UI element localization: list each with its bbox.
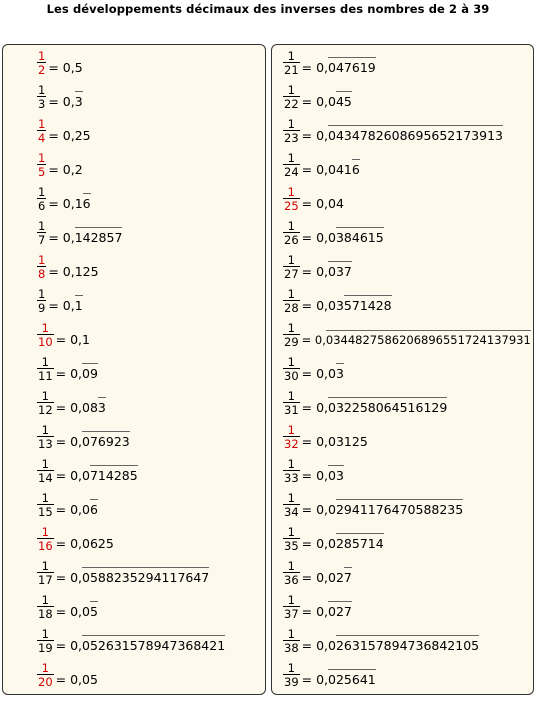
decimal-expansion	[302, 527, 384, 551]
repeating-period: 714285	[89, 468, 138, 483]
repeating-period: 263157894736842105	[335, 638, 480, 653]
fraction-numerator: 1	[287, 185, 295, 199]
fraction-numerator: 1	[38, 151, 46, 165]
reciprocal-entry	[37, 80, 83, 114]
fraction	[37, 84, 46, 110]
fraction-numerator: 1	[41, 389, 49, 403]
fraction-denominator: 19	[38, 641, 53, 655]
fraction	[283, 118, 300, 144]
fraction-denominator: 25	[284, 199, 299, 213]
decimal-expansion	[302, 289, 392, 313]
reciprocal-entry	[37, 148, 83, 182]
decimal-prefix: = 0,	[301, 468, 329, 483]
decimal-prefix: = 0,	[48, 298, 75, 313]
fraction-denominator: 27	[284, 267, 299, 281]
fraction-denominator: 26	[284, 233, 299, 247]
decimal-expansion	[56, 323, 90, 347]
decimal-expansion	[302, 425, 368, 449]
fraction-denominator: 16	[38, 539, 53, 553]
decimal-prefix: = 0,0	[55, 604, 90, 619]
decimal-expansion	[302, 221, 384, 245]
fraction-numerator: 1	[41, 457, 49, 471]
fraction-numerator: 1	[38, 253, 46, 267]
reciprocal-entry	[37, 556, 209, 590]
fraction	[37, 254, 46, 280]
reciprocal-entry	[283, 420, 368, 454]
reciprocal-entry	[37, 46, 83, 80]
decimal-expansion	[56, 561, 210, 585]
reciprocal-entry	[283, 658, 376, 692]
fraction-denominator: 20	[38, 675, 53, 689]
decimal-prefix: = 0,03125	[301, 434, 368, 449]
fraction	[283, 526, 300, 552]
decimal-prefix: = 0,25	[48, 128, 91, 143]
decimal-prefix: = 0,02	[301, 570, 344, 585]
decimal-expansion	[48, 85, 82, 109]
repeating-period: 2941176470588235	[335, 502, 464, 517]
reciprocal-entry	[283, 250, 352, 284]
reciprocal-entry	[283, 352, 344, 386]
reciprocal-entry	[283, 216, 384, 250]
fraction-numerator: 1	[287, 627, 295, 641]
fraction-numerator: 1	[41, 491, 49, 505]
decimal-prefix: = 0,	[55, 570, 83, 585]
decimal-prefix: = 0,0	[301, 502, 336, 517]
decimal-prefix: = 0,0	[55, 502, 90, 517]
fraction-denominator: 23	[284, 131, 299, 145]
reciprocal-entry	[37, 318, 90, 352]
repeating-period: 3	[74, 94, 83, 109]
decimal-prefix: = 0,041	[301, 162, 352, 177]
reciprocal-entry	[283, 114, 503, 148]
decimal-expansion	[302, 493, 464, 517]
repeating-period: 09	[82, 366, 98, 381]
fraction-denominator: 4	[38, 131, 46, 145]
fraction-numerator: 1	[287, 457, 295, 471]
fraction-denominator: 18	[38, 607, 53, 621]
decimal-expansion	[48, 153, 82, 177]
fraction	[283, 390, 300, 416]
fraction-denominator: 38	[284, 641, 299, 655]
decimal-expansion	[302, 51, 376, 75]
reciprocal-entry	[283, 454, 344, 488]
decimal-prefix: = 0,05	[55, 672, 98, 687]
fraction-numerator: 1	[287, 525, 295, 539]
decimal-expansion	[302, 119, 503, 143]
fraction	[37, 662, 54, 688]
reciprocal-entry	[37, 624, 225, 658]
decimal-prefix: = 0,04	[301, 196, 344, 211]
fraction-denominator: 34	[284, 505, 299, 519]
fraction-numerator: 1	[41, 321, 49, 335]
decimal-expansion	[302, 153, 360, 177]
fraction	[283, 356, 300, 382]
fraction-numerator: 1	[287, 83, 295, 97]
repeating-period: 571428	[343, 298, 392, 313]
fraction	[283, 50, 300, 76]
repeating-period: 052631578947368421	[82, 638, 226, 653]
fraction-denominator: 21	[284, 63, 299, 77]
fraction-numerator: 1	[287, 491, 295, 505]
fraction-denominator: 17	[38, 573, 53, 587]
reciprocal-entry	[37, 352, 98, 386]
decimal-prefix: = 0,1	[48, 196, 83, 211]
fraction	[283, 458, 300, 484]
fraction-numerator: 1	[287, 287, 295, 301]
fraction-denominator: 6	[38, 199, 46, 213]
repeating-period: 6	[351, 162, 360, 177]
reciprocal-entry	[283, 386, 447, 420]
fraction	[283, 254, 300, 280]
repeating-period: 027	[328, 604, 352, 619]
decimal-prefix: = 0,08	[55, 400, 98, 415]
fraction-numerator: 1	[38, 219, 46, 233]
decimal-expansion	[48, 119, 90, 143]
fraction-numerator: 1	[287, 559, 295, 573]
fraction	[37, 118, 46, 144]
fraction-numerator: 1	[287, 321, 295, 335]
repeating-period: 037	[328, 264, 352, 279]
decimal-prefix: = 0,	[55, 638, 83, 653]
fraction-numerator: 1	[287, 661, 295, 675]
decimal-prefix: = 0,03	[301, 298, 344, 313]
repeating-period: 0344827586206896551724137931	[325, 332, 531, 347]
fraction	[283, 492, 300, 518]
fraction	[283, 186, 300, 212]
fraction-denominator: 12	[38, 403, 53, 417]
fraction	[283, 322, 300, 348]
fraction-denominator: 7	[38, 233, 46, 247]
fraction-numerator: 1	[41, 423, 49, 437]
fraction-denominator: 31	[284, 403, 299, 417]
fraction-denominator: 24	[284, 165, 299, 179]
repeating-period: 384615	[335, 230, 384, 245]
decimal-expansion	[56, 527, 114, 551]
decimal-expansion	[48, 51, 82, 75]
reciprocal-entry	[283, 80, 352, 114]
fraction-denominator: 11	[38, 369, 53, 383]
decimal-expansion	[302, 663, 376, 687]
decimal-prefix: = 0,0	[301, 536, 336, 551]
fraction-denominator: 15	[38, 505, 53, 519]
decimal-prefix: = 0,0	[301, 366, 336, 381]
fraction-numerator: 1	[38, 185, 46, 199]
repeating-period: 45	[335, 94, 352, 109]
decimal-prefix: = 0,	[48, 94, 75, 109]
decimal-prefix: = 0,5	[48, 60, 83, 75]
fraction	[283, 152, 300, 178]
reciprocal-entry	[37, 284, 83, 318]
decimal-prefix: = 0,2	[48, 162, 83, 177]
reciprocal-entry	[37, 250, 99, 284]
reciprocal-entry	[283, 318, 531, 352]
decimal-expansion	[302, 255, 352, 279]
reciprocal-entry	[37, 454, 138, 488]
decimal-expansion	[302, 391, 448, 415]
reciprocal-entry	[37, 658, 98, 692]
fraction	[37, 152, 46, 178]
reciprocal-entry	[283, 624, 479, 658]
repeating-period: 025641	[328, 672, 376, 687]
decimal-prefix: = 0,0	[301, 230, 336, 245]
decimal-prefix: = 0,	[301, 332, 326, 347]
repeating-period: 032258064516129	[328, 400, 448, 415]
decimal-expansion	[56, 459, 138, 483]
fraction-numerator: 1	[287, 117, 295, 131]
fraction-denominator: 28	[284, 301, 299, 315]
reciprocal-entry	[283, 556, 352, 590]
decimal-expansion	[56, 663, 98, 687]
decimal-prefix: = 0,	[301, 264, 329, 279]
fraction-numerator: 1	[287, 219, 295, 233]
fraction-numerator: 1	[41, 593, 49, 607]
fraction-denominator: 39	[284, 675, 299, 689]
fraction-denominator: 14	[38, 471, 53, 485]
reciprocal-entry	[283, 182, 344, 216]
fraction	[37, 50, 46, 76]
reciprocal-entry	[283, 284, 392, 318]
repeating-period: 7	[343, 570, 352, 585]
decimal-expansion	[56, 629, 226, 653]
decimal-prefix: = 0,1	[55, 332, 90, 347]
fraction-denominator: 22	[284, 97, 299, 111]
reciprocal-entry	[283, 488, 463, 522]
fraction	[283, 84, 300, 110]
fraction	[37, 390, 54, 416]
decimal-expansion	[48, 289, 82, 313]
fraction-numerator: 1	[38, 83, 46, 97]
decimal-prefix: = 0,	[48, 230, 75, 245]
fraction	[37, 594, 54, 620]
fraction	[37, 322, 54, 348]
reciprocal-entry	[37, 114, 91, 148]
fraction-numerator: 1	[41, 661, 49, 675]
fraction-denominator: 29	[284, 335, 299, 349]
fraction	[283, 560, 300, 586]
left-panel	[2, 44, 266, 695]
repeating-period: 3	[97, 400, 106, 415]
fraction	[37, 458, 54, 484]
decimal-expansion	[56, 425, 130, 449]
decimal-prefix: = 0,0	[301, 94, 336, 109]
fraction-numerator: 1	[287, 253, 295, 267]
fraction-numerator: 1	[41, 525, 49, 539]
reciprocal-entry	[37, 488, 98, 522]
fraction-numerator: 1	[38, 49, 46, 63]
reciprocal-entry	[37, 216, 122, 250]
decimal-prefix: = 0,	[301, 604, 329, 619]
reciprocal-entry	[283, 148, 360, 182]
fraction-denominator: 35	[284, 539, 299, 553]
fraction	[283, 220, 300, 246]
page-title: Les développements décimaux des inverses des nombres de 2 à 39	[46, 2, 490, 16]
repeating-period: 3	[335, 366, 344, 381]
right-panel	[271, 44, 534, 695]
fraction	[37, 492, 54, 518]
decimal-prefix: = 0,	[301, 400, 329, 415]
decimal-expansion	[302, 595, 352, 619]
fraction	[283, 594, 300, 620]
decimal-prefix: = 0,	[55, 366, 83, 381]
fraction	[37, 186, 46, 212]
repeating-period: 0588235294117647	[82, 570, 210, 585]
reciprocal-entry	[283, 46, 376, 80]
fraction	[37, 288, 46, 314]
fraction-numerator: 1	[287, 389, 295, 403]
fraction-numerator: 1	[287, 423, 295, 437]
decimal-expansion	[48, 187, 90, 211]
fraction	[283, 424, 300, 450]
fraction	[37, 356, 54, 382]
repeating-period: 5	[89, 604, 98, 619]
decimal-prefix: = 0,	[301, 672, 329, 687]
repeating-period: 142857	[74, 230, 123, 245]
fraction	[37, 220, 46, 246]
repeating-period: 285714	[335, 536, 384, 551]
decimal-prefix: = 0,0	[55, 468, 90, 483]
decimal-expansion	[302, 85, 352, 109]
fraction	[37, 424, 54, 450]
decimal-expansion	[302, 357, 344, 381]
fraction-denominator: 36	[284, 573, 299, 587]
fraction-denominator: 32	[284, 437, 299, 451]
fraction-denominator: 8	[38, 267, 46, 281]
decimal-expansion	[302, 459, 344, 483]
fraction-denominator: 3	[38, 97, 46, 111]
repeating-period: 6	[82, 196, 91, 211]
fraction-numerator: 1	[41, 355, 49, 369]
decimal-expansion	[302, 561, 352, 585]
decimal-prefix: = 0,0	[301, 638, 336, 653]
repeating-period: 0434782608695652173913	[328, 128, 503, 143]
decimal-prefix: = 0,	[55, 434, 83, 449]
fraction-denominator: 2	[38, 63, 46, 77]
fraction-numerator: 1	[287, 593, 295, 607]
reciprocal-entry	[283, 590, 352, 624]
decimal-expansion	[56, 391, 106, 415]
fraction-numerator: 1	[287, 355, 295, 369]
reciprocal-entry	[37, 522, 114, 556]
fraction-denominator: 37	[284, 607, 299, 621]
reciprocal-entry	[37, 182, 91, 216]
fraction-denominator: 13	[38, 437, 53, 451]
decimal-expansion	[56, 357, 98, 381]
fraction-numerator: 1	[287, 49, 295, 63]
fraction-numerator: 1	[41, 559, 49, 573]
decimal-prefix: = 0,125	[48, 264, 99, 279]
repeating-period: 047619	[328, 60, 376, 75]
fraction	[283, 628, 300, 654]
fraction-numerator: 1	[38, 287, 46, 301]
fraction	[37, 526, 54, 552]
decimal-expansion	[56, 493, 98, 517]
fraction-denominator: 5	[38, 165, 46, 179]
repeating-period: 6	[89, 502, 98, 517]
fraction	[283, 662, 300, 688]
reciprocal-entry	[37, 386, 106, 420]
reciprocal-entry	[37, 420, 130, 454]
decimal-prefix: = 0,	[301, 60, 329, 75]
repeating-period: 03	[328, 468, 344, 483]
fraction-denominator: 33	[284, 471, 299, 485]
reciprocal-entry	[37, 590, 98, 624]
fraction	[37, 560, 54, 586]
fraction-numerator: 1	[287, 151, 295, 165]
fraction-denominator: 30	[284, 369, 299, 383]
reciprocal-entry	[283, 522, 384, 556]
decimal-prefix: = 0,0625	[55, 536, 114, 551]
fraction	[283, 288, 300, 314]
decimal-expansion	[302, 187, 344, 211]
fraction-numerator: 1	[41, 627, 49, 641]
fraction	[37, 628, 54, 654]
decimal-expansion	[48, 221, 122, 245]
decimal-prefix: = 0,	[301, 128, 329, 143]
repeating-period: 1	[74, 298, 83, 313]
decimal-expansion	[302, 324, 531, 347]
fraction-denominator: 10	[38, 335, 53, 349]
repeating-period: 076923	[82, 434, 130, 449]
decimal-expansion	[56, 595, 98, 619]
decimal-expansion	[302, 629, 479, 653]
decimal-expansion	[48, 255, 98, 279]
fraction-denominator: 9	[38, 301, 46, 315]
fraction-numerator: 1	[38, 117, 46, 131]
